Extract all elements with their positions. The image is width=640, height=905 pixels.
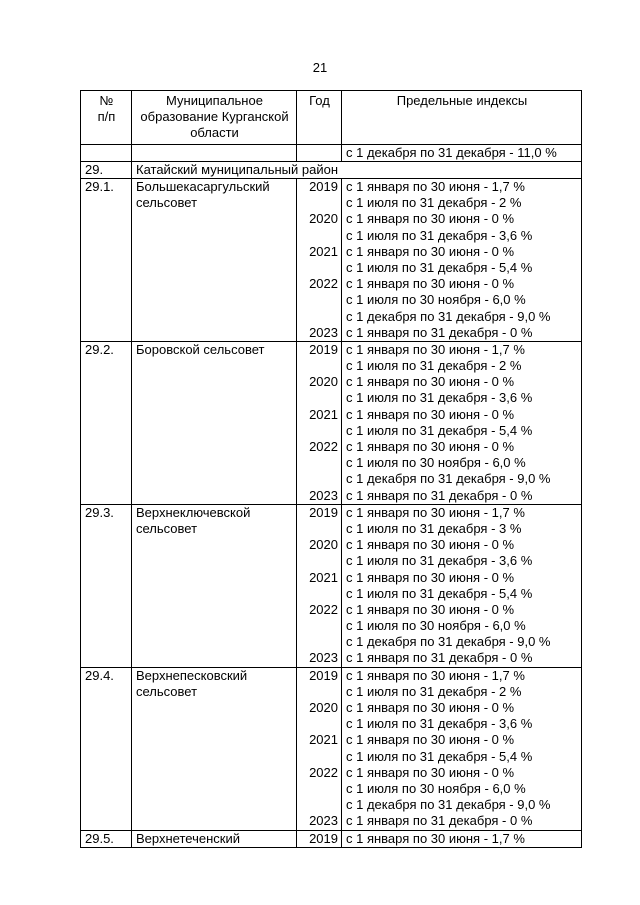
entry-index-line: с 1 января по 30 июня - 1,7 % bbox=[346, 667, 525, 683]
entry-index-line: с 1 июля по 31 декабря - 5,4 % bbox=[346, 422, 533, 438]
entry-num: 29.1. bbox=[85, 179, 114, 195]
page-number: 21 bbox=[312, 60, 328, 75]
entry-index-line: с 1 января по 30 июня - 0 % bbox=[346, 537, 515, 553]
entry-year bbox=[301, 260, 338, 276]
entry-num: 29.5. bbox=[85, 830, 114, 846]
header-num-text: № п/п bbox=[97, 93, 116, 125]
entry-name-cell bbox=[132, 667, 297, 830]
entry-year bbox=[301, 195, 338, 211]
table-row bbox=[81, 504, 582, 667]
entry-index-line: с 1 июля по 31 декабря - 3,6 % bbox=[346, 716, 533, 732]
entry-year: 2019 bbox=[309, 830, 338, 846]
entry-year: 2019 bbox=[309, 179, 338, 195]
entry-year: 2019 bbox=[309, 667, 338, 683]
entry-year bbox=[301, 618, 338, 634]
entry-year: 2022 bbox=[309, 276, 338, 292]
entry-year-cell bbox=[297, 667, 342, 830]
entry-year: 2021 bbox=[309, 732, 338, 748]
entry-index-line: с 1 июля по 30 ноября - 6,0 % bbox=[346, 618, 526, 634]
entry-index-line: с 1 января по 30 июня - 0 % bbox=[346, 764, 515, 780]
entry-name: Верхнетеченский bbox=[136, 830, 240, 846]
entry-year: 2021 bbox=[309, 243, 338, 259]
entry-year: 2023 bbox=[309, 487, 338, 503]
entry-num: 29.3. bbox=[85, 504, 114, 520]
table-row bbox=[81, 667, 582, 830]
entry-index-line: с 1 января по 30 июня - 0 % bbox=[346, 439, 515, 455]
entry-index-line: с 1 января по 30 июня - 0 % bbox=[346, 243, 515, 259]
entry-index-line: с 1 июля по 31 декабря - 2 % bbox=[346, 358, 522, 374]
entry-index-line: с 1 января по 30 июня - 1,7 % bbox=[346, 179, 525, 195]
header-num bbox=[81, 91, 132, 145]
entry-index-line: с 1 декабря по 31 декабря - 9,0 % bbox=[346, 634, 551, 650]
entry-index-cell bbox=[342, 830, 582, 847]
entry-index-cell bbox=[342, 504, 582, 667]
entry-num-cell bbox=[81, 179, 132, 342]
carry-year-cell bbox=[297, 144, 342, 161]
carry-index-text: с 1 декабря по 31 декабря - 11,0 % bbox=[346, 144, 557, 160]
entry-year bbox=[301, 553, 338, 569]
district-row bbox=[81, 161, 582, 178]
entry-index-cell bbox=[342, 667, 582, 830]
entry-year bbox=[301, 455, 338, 471]
entry-name-cell bbox=[132, 341, 297, 504]
entry-year: 2020 bbox=[309, 211, 338, 227]
entry-index-line: с 1 июля по 30 ноября - 6,0 % bbox=[346, 780, 526, 796]
entry-name-cell bbox=[132, 504, 297, 667]
entry-year: 2021 bbox=[309, 406, 338, 422]
entry-index-line: с 1 января по 30 июня - 1,7 % bbox=[346, 830, 525, 846]
entry-year-cell bbox=[297, 341, 342, 504]
entry-name: Верхнепесковский сельсовет bbox=[136, 667, 248, 699]
entry-year: 2023 bbox=[309, 813, 338, 829]
district-name-cell bbox=[132, 161, 582, 178]
entry-index-line: с 1 января по 30 июня - 0 % bbox=[346, 374, 515, 390]
carry-name-cell bbox=[132, 144, 297, 161]
entry-year: 2022 bbox=[309, 439, 338, 455]
carry-over-row bbox=[81, 144, 582, 161]
table-header-row bbox=[81, 91, 582, 145]
entry-year bbox=[301, 521, 338, 537]
table-row bbox=[81, 341, 582, 504]
entry-year bbox=[301, 634, 338, 650]
entry-index-line: с 1 июля по 30 ноября - 6,0 % bbox=[346, 455, 526, 471]
entry-index-line: с 1 января по 30 июня - 1,7 % bbox=[346, 341, 525, 357]
entry-year: 2019 bbox=[309, 341, 338, 357]
header-year bbox=[297, 91, 342, 145]
entry-index-line: с 1 июля по 31 декабря - 5,4 % bbox=[346, 585, 533, 601]
entry-year bbox=[301, 228, 338, 244]
district-name: Катайский муниципальный район bbox=[136, 161, 339, 177]
carry-index-cell bbox=[342, 144, 582, 161]
entry-index-line: с 1 декабря по 31 декабря - 9,0 % bbox=[346, 797, 551, 813]
entry-year-cell bbox=[297, 830, 342, 847]
entry-year bbox=[301, 471, 338, 487]
entry-year: 2022 bbox=[309, 764, 338, 780]
entry-index-line: с 1 июля по 31 декабря - 2 % bbox=[346, 683, 522, 699]
entry-year bbox=[301, 309, 338, 325]
entry-year bbox=[301, 423, 338, 439]
entry-index-line: с 1 января по 30 июня - 1,7 % bbox=[346, 504, 525, 520]
entry-index-line: с 1 января по 30 июня - 0 % bbox=[346, 732, 515, 748]
entry-index-line: с 1 января по 31 декабря - 0 % bbox=[346, 324, 533, 340]
entry-index-line: с 1 июля по 31 декабря - 3,6 % bbox=[346, 553, 533, 569]
header-municipality bbox=[132, 91, 297, 145]
entry-index-cell bbox=[342, 341, 582, 504]
entry-year: 2020 bbox=[309, 537, 338, 553]
entry-num-cell bbox=[81, 667, 132, 830]
entry-year: 2022 bbox=[309, 601, 338, 617]
entry-year-cell bbox=[297, 179, 342, 342]
entry-name: Большекасаргульский сельсовет bbox=[136, 179, 270, 211]
header-municipality-text: Муниципальное образование Курганской области bbox=[140, 93, 289, 141]
entry-year bbox=[301, 358, 338, 374]
header-year-text: Год bbox=[309, 93, 330, 108]
entry-index-line: с 1 июля по 30 ноября - 6,0 % bbox=[346, 292, 526, 308]
header-indices-text: Предельные индексы bbox=[396, 93, 528, 108]
entry-name: Верхнеключевской сельсовет bbox=[136, 504, 251, 536]
entry-year bbox=[301, 292, 338, 308]
carry-num-cell bbox=[81, 144, 132, 161]
entry-year bbox=[301, 586, 338, 602]
entry-index-line: с 1 января по 31 декабря - 0 % bbox=[346, 487, 533, 503]
header-indices bbox=[342, 91, 582, 145]
entry-year: 2023 bbox=[309, 324, 338, 340]
entry-name-cell bbox=[132, 830, 297, 847]
entry-num: 29.4. bbox=[85, 667, 114, 683]
entry-year bbox=[301, 390, 338, 406]
entry-index-line: с 1 января по 30 июня - 0 % bbox=[346, 601, 515, 617]
entry-year: 2020 bbox=[309, 374, 338, 390]
entry-name-cell bbox=[132, 179, 297, 342]
entry-index-line: с 1 января по 30 июня - 0 % bbox=[346, 406, 515, 422]
table-row bbox=[81, 179, 582, 342]
entry-index-cell bbox=[342, 179, 582, 342]
tariff-index-table bbox=[80, 90, 582, 848]
entry-num: 29.2. bbox=[85, 341, 114, 357]
entry-index-line: с 1 января по 30 июня - 0 % bbox=[346, 211, 515, 227]
entry-year-cell bbox=[297, 504, 342, 667]
entry-index-line: с 1 января по 30 июня - 0 % bbox=[346, 569, 515, 585]
entry-index-line: с 1 июля по 31 декабря - 5,4 % bbox=[346, 748, 533, 764]
entry-index-line: с 1 июля по 31 декабря - 3,6 % bbox=[346, 227, 533, 243]
entry-index-line: с 1 января по 31 декабря - 0 % bbox=[346, 813, 533, 829]
entry-year bbox=[301, 684, 338, 700]
entry-index-line: с 1 декабря по 31 декабря - 9,0 % bbox=[346, 471, 551, 487]
entry-name: Боровской сельсовет bbox=[136, 341, 265, 357]
entry-year bbox=[301, 716, 338, 732]
entry-num-cell bbox=[81, 830, 132, 847]
entry-num-cell bbox=[81, 341, 132, 504]
district-num-cell bbox=[81, 161, 132, 178]
entry-index-line: с 1 июля по 31 декабря - 5,4 % bbox=[346, 259, 533, 275]
entry-year bbox=[301, 797, 338, 813]
entry-index-line: с 1 января по 30 июня - 0 % bbox=[346, 700, 515, 716]
entry-year bbox=[301, 749, 338, 765]
entry-index-line: с 1 июля по 31 декабря - 3 % bbox=[346, 520, 522, 536]
entry-year: 2021 bbox=[309, 569, 338, 585]
entry-year bbox=[301, 781, 338, 797]
entry-year: 2020 bbox=[309, 700, 338, 716]
entry-year: 2023 bbox=[309, 650, 338, 666]
entry-num-cell bbox=[81, 504, 132, 667]
entry-index-line: с 1 января по 31 декабря - 0 % bbox=[346, 650, 533, 666]
table-row bbox=[81, 830, 582, 847]
entry-index-line: с 1 декабря по 31 декабря - 9,0 % bbox=[346, 308, 551, 324]
entry-index-line: с 1 июля по 31 декабря - 2 % bbox=[346, 195, 522, 211]
entry-year: 2019 bbox=[309, 504, 338, 520]
entry-index-line: с 1 января по 30 июня - 0 % bbox=[346, 276, 515, 292]
entry-index-line: с 1 июля по 31 декабря - 3,6 % bbox=[346, 390, 533, 406]
district-num: 29. bbox=[85, 161, 104, 177]
